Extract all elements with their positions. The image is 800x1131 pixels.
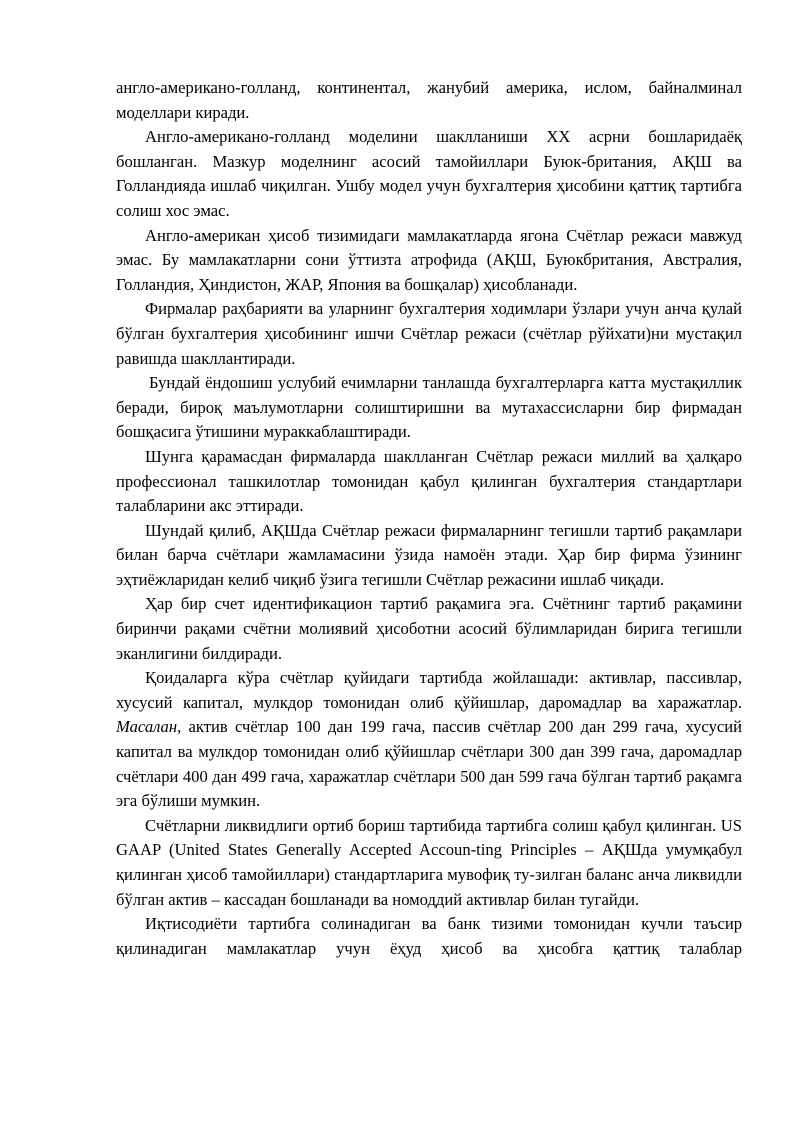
paragraph: Шунга қарамасдан фирмаларда шаклланган Счётлар режаси миллий ва ҳалқаро профессионал ташкилотлар томонидан қабул қилинган бухгалтерия стандартлари талабларини акс эттиради.	[116, 446, 742, 516]
document-page	[116, 76, 742, 961]
paragraph: Ҳар бир счет идентификацион тартиб рақамига эга. Счётнинг тартиб рақамини биринчи рақами счётни молиявий ҳисоботни асосий бўлимларидан бирига тегишли эканлигини билдиради.	[116, 594, 742, 663]
paragraph	[116, 666, 742, 814]
paragraph: Англо-американ ҳисоб тизимидаги мамлакатларда ягона Счётлар режаси мавжуд эмас. Бу мамлакатларни сони ўттизта атрофида (АҚШ, Буюкбритания, Австралия, Голландия, Ҳиндистон, ЖАР, Япония ва бошқалар) ҳисобланади.	[116, 225, 742, 294]
paragraph: Счётларни ликвидлиги ортиб бориш тартибида тартибга солиш қабул қилинган. US GAAP (United States Generally Accepted Accoun-ting Principles – АҚШда умумқабул қилинган ҳисоб тамойиллари) стандартларига мувофиқ ту-зилган баланс анча ликвидли бўлган актив – кассадан бошланади ва номоддий активлар билан тугайди.	[116, 815, 742, 909]
paragraph: Бундай ёндошиш услубий ечимларни танлашда бухгалтерларга катта мустақиллик беради, бироқ маълумотларни солиштиришни ва мутахассисларни бир фирмадан бошқасига ўтишини мураккаблаштиради.	[116, 373, 742, 442]
paragraph: англо-американо-голланд, континентал, жанубий америка, ислом, байналминал моделлари киради.	[116, 78, 742, 122]
paragraph: Фирмалар раҳбарияти ва уларнинг бухгалтерия ходимлари ўзлари учун анча қулай бўлган бухгалтерия ҳисобининг ишчи Счётлар режаси (счётлар рўйхати)ни мустақил равишда шакллантиради.	[116, 299, 742, 368]
paragraph: Англо-американо-голланд моделини шаклланиши XX асрни бошларидаёқ бошланган. Мазкур моделнинг асосий тамойиллари Буюк-британия, АҚШ ва Голландияда ишлаб чиқилган. Ушбу модел учун бухгалтерия ҳисобини қаттиқ тартибга солиш хос эмас.	[116, 127, 742, 220]
paragraph: Шундай қилиб, АҚШда Счётлар режаси фирмаларнинг тегишли тартиб рақамлари билан барча счётлари жамламасини ўзида намоён этади. Ҳар бир фирма ўзининг эҳтиёжларидан келиб чиқиб ўзига тегишли Счётлар режасини ишлаб чиқади.	[116, 520, 742, 589]
paragraph: Иқтисодиёти тартибга солинадиган ва банк тизими томонидан кучли таъсир қилинадиган мамлакатлар учун ёҳуд ҳисоб ва ҳисобга қаттиқ талаблар	[116, 914, 742, 958]
paragraph-italic-text: Масалан,	[116, 717, 182, 737]
paragraph-text: Қоидаларга кўра счётлар қуйидаги тартибда жойлашади: активлар, пассивлар, хусусий капитал, мулкдор томонидан олиб қўйишлар, даромадлар ва харажатлар.	[116, 668, 742, 712]
paragraph-text: актив счётлар 100 дан 199 гача, пассив счётлар 200 дан 299 гача, хусусий капитал ва мулкдор томонидан олиб қўйишлар счётлари 300 дан 399 гача, даромадлар счётлари 400 дан 499 гача, харажатлар счётлари 500 дан 599 гача бўлган тартиб рақамга эга бўлиши мумкин.	[116, 717, 742, 811]
